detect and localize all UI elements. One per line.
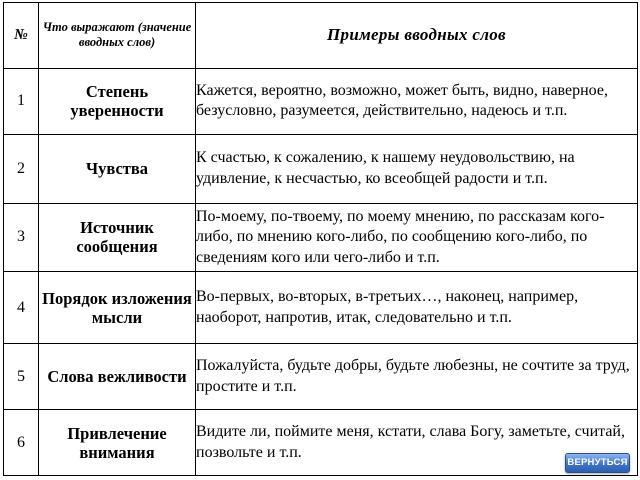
table-row <box>4 203 638 272</box>
row-examples: Пожалуйста, будьте добры, будьте любезны, не сочтите за труд, простите и т.п. <box>196 344 638 410</box>
introductory-words-table <box>3 2 638 476</box>
row-number: 2 <box>4 134 39 203</box>
header-meaning: Что выражают (значение вводных слов) <box>39 3 196 69</box>
row-meaning: Слова вежливости <box>39 344 196 410</box>
row-number: 1 <box>4 68 39 134</box>
table-row <box>4 68 638 134</box>
row-meaning: Привлечение внимания <box>39 410 196 476</box>
header-examples: Примеры вводных слов <box>196 3 638 69</box>
row-examples: Видите ли, поймите меня, кстати, слава Богу, заметьте, считай, позвольте и т.п. <box>196 410 638 476</box>
row-meaning: Порядок изложения мысли <box>39 272 196 344</box>
table-row <box>4 410 638 476</box>
row-number: 3 <box>4 203 39 272</box>
row-meaning: Чувства <box>39 134 196 203</box>
row-number: 6 <box>4 410 39 476</box>
row-examples: К счастью, к сожалению, к нашему неудовольствию, на удивление, к несчастью, ко всеобщей радости и т.п. <box>196 134 638 203</box>
back-button[interactable]: ВЕРНУТЬСЯ <box>565 453 630 473</box>
header-number: № <box>4 3 39 69</box>
row-number: 4 <box>4 272 39 344</box>
table-header-row <box>4 3 638 69</box>
table-row <box>4 344 638 410</box>
row-meaning: Степень уверенности <box>39 68 196 134</box>
row-examples: Во-первых, во-вторых, в-третьих…, наконец, например, наоборот, напротив, итак, следовательно и т.п. <box>196 272 638 344</box>
row-number: 5 <box>4 344 39 410</box>
row-meaning: Источник сообщения <box>39 203 196 272</box>
row-examples: Кажется, вероятно, возможно, может быть, видно, наверное, безусловно, разумеется, действительно, надеюсь и т.п. <box>196 68 638 134</box>
table-row <box>4 134 638 203</box>
row-examples: По-моему, по-твоему, по моему мнению, по рассказам кого- либо, по мнению кого-либо, по сообщению кого-либо, по сведениям кого или чего-либо и т.п. <box>196 203 638 272</box>
table-row <box>4 272 638 344</box>
